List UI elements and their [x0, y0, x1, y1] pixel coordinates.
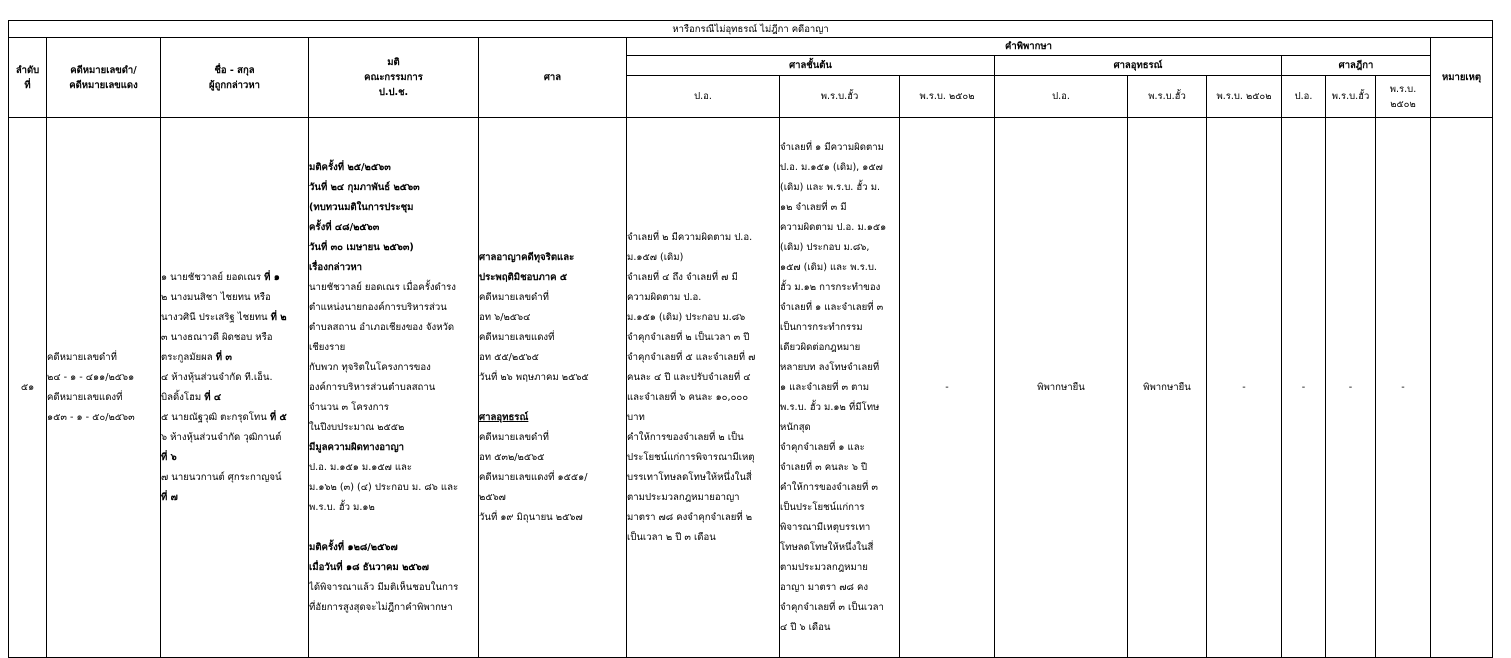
header-sc-po: ป.อ. — [1282, 76, 1326, 118]
fi-prb-line: จำคุกจำเลยที่ ๓ เป็นเวลา — [780, 601, 884, 613]
resolution-line: วันที่ ๓๐ เมษายน ๒๕๖๓) — [309, 241, 414, 253]
resolution-line: ได้พิจารณาแล้ว มีมติเห็นชอบในการ — [309, 581, 459, 593]
accused-line: ๑ นายชัชวาลย์ ยอดเณร ที่ ๑ — [161, 271, 280, 283]
cell-court — [479, 118, 627, 658]
header-remark: หมายเหตุ — [1431, 38, 1493, 118]
fi-prb-line: ๑๕๗ (เดิม) และ พ.ร.บ. — [780, 261, 877, 273]
fi-po-line: เป็นเวลา ๒ ปี ๓ เดือน — [627, 531, 716, 543]
header-resolution: มติ คณะกรรมการ ป.ป.ช. — [309, 38, 479, 118]
cell-case-no: คดีหมายเลขดำที่ ๒๔ - ๑ - ๔๑๑/๒๕๖๑ คดีหมายเลขแดงที่ ๑๕๓ - ๑ - ๕๐/๒๕๖๓ — [47, 118, 161, 658]
fi-po-line: บรรเทาโทษลดโทษให้หนึ่งในสี่ — [627, 471, 752, 483]
resolution-line: ป.อ. ม.๑๕๑ ม.๑๕๗ และ — [309, 461, 413, 473]
header-ap-2502: พ.ร.บ. ๒๕๐๒ — [1207, 76, 1282, 118]
fi-prb-line: เดียวผิดต่อกฎหมาย — [780, 341, 861, 353]
header-supreme: ศาลฎีกา — [1282, 56, 1431, 76]
accused-number: ที่ ๗ — [161, 491, 178, 503]
resolution-line: ตำบลสถาน อำเภอเชียงของ จังหวัด — [309, 321, 455, 333]
accused-line: ๗ นายนวกานต์ ศุกระกาญจน์ — [161, 471, 282, 483]
accused-number: ที่ ๒ — [270, 311, 287, 323]
cell-ap-po: พิพากษายืน — [995, 118, 1128, 658]
fi-po-line: ความผิดตาม ป.อ. — [627, 291, 702, 303]
fi-prb-line: จำคุกจำเลยที่ ๑ และ — [780, 441, 865, 453]
court-line: คดีหมายเลขแดงที่ — [479, 331, 555, 343]
resolution-line: ในปีงบประมาณ ๒๕๕๒ — [309, 421, 405, 433]
accused-number: ที่ ๑ — [264, 271, 280, 283]
header-case-no: คดีหมายเลขดำ/ คดีหมายเลขแดง — [47, 38, 161, 118]
accused-line: ๖ ห้างหุ้นส่วนจำกัด วุฒิกานต์ — [161, 431, 282, 443]
resolution-line: เชียงราย — [309, 341, 346, 353]
header-ap-po: ป.อ. — [995, 76, 1128, 118]
fi-po-line: คนละ ๔ ปี และปรับจำเลยที่ ๔ — [627, 371, 751, 383]
fi-po-line: และจำเลยที่ ๖ คนละ ๑๐,๐๐๐ — [627, 391, 749, 403]
fi-prb-line: หลายบท ลงโทษจำเลยที่ — [780, 361, 880, 373]
fi-po-line: บาท — [627, 411, 645, 423]
accused-number: ที่ ๕ — [269, 411, 287, 423]
header-seq: ลำดับ ที่ — [9, 38, 47, 118]
resolution-line: มติครั้งที่ ๒๕/๒๕๖๓ — [309, 161, 391, 173]
fi-po-line: จำคุกจำเลยที่ ๕ และจำเลยที่ ๗ — [627, 351, 756, 363]
court-line: คดีหมายเลขดำที่ — [479, 431, 549, 443]
accused-line: นางวศินี ประเสริฐ ไชยทน ที่ ๒ — [161, 311, 287, 323]
fi-prb-line: ป.อ. ม.๑๕๑ (เดิม), ๑๕๗ — [780, 161, 883, 173]
court-line: วันที่ ๒๖ พฤษภาคม ๒๕๖๕ — [479, 371, 589, 383]
accused-line: ๒ นางมนสิชา ไชยทน หรือ — [161, 291, 271, 303]
fi-po-line: จำเลยที่ ๔ ถึง จำเลยที่ ๗ มี — [627, 271, 738, 283]
cell-sc-2502: - — [1376, 118, 1431, 658]
header-appeal: ศาลอุทธรณ์ — [995, 56, 1282, 76]
header-judgment: คำพิพากษา — [627, 38, 1431, 56]
accused-line: บิลดิ้งโฮม ที่ ๔ — [161, 391, 222, 403]
court-line: ศาลอาญาคดีทุจริตและ — [479, 251, 575, 263]
resolution-line: ตำแหน่งนายกองค์การบริหารส่วน — [309, 301, 447, 313]
header-court: ศาล — [479, 38, 627, 118]
court-line: อท ๖/๒๕๖๔ — [479, 311, 531, 323]
fi-prb-line: คำให้การของจำเลยที่ ๓ — [780, 481, 878, 493]
resolution-line: จำนวน ๓ โครงการ — [309, 401, 389, 413]
fi-prb-line: อาญา มาตรา ๗๘ คง — [780, 581, 869, 593]
fi-po-line: ตามประมวลกฎหมายอาญา — [627, 491, 740, 503]
spacer — [479, 388, 626, 408]
court-line: ศาลอุทธรณ์ — [479, 411, 529, 423]
header-sc-2502: พ.ร.บ. ๒๕๐๒ — [1376, 76, 1431, 118]
court-line: ประพฤติมิชอบภาค ๕ — [479, 271, 568, 283]
fi-po-line: ม.๑๕๑ (เดิม) ประกอบ ม.๘๖ — [627, 311, 746, 323]
header-fi-2502: พ.ร.บ. ๒๕๐๒ — [900, 76, 995, 118]
cell-fi-prb — [780, 118, 900, 658]
fi-po-line: จำคุกจำเลยที่ ๒ เป็นเวลา ๓ ปี — [627, 331, 750, 343]
cell-accused — [161, 118, 309, 658]
accused-number: ที่ ๓ — [215, 351, 232, 363]
fi-po-line: มาตรา ๗๘ คงจำคุกจำเลยที่ ๒ — [627, 511, 753, 523]
fi-prb-line: ๑ และจำเลยที่ ๓ ตาม — [780, 381, 870, 393]
accused-number: ที่ ๔ — [204, 391, 222, 403]
accused-number: ที่ ๖ — [161, 451, 177, 463]
fi-prb-line: ตามประมวลกฎหมาย — [780, 561, 868, 573]
fi-prb-line: (เดิม) ประกอบ ม.๘๖, — [780, 241, 870, 253]
resolution-line: พ.ร.บ. ฮั้ว ม.๑๒ — [309, 501, 375, 513]
cell-ap-prb: พิพากษายืน — [1128, 118, 1207, 658]
fi-prb-line: หนักสุด — [780, 421, 811, 433]
table-caption: หารือกรณีไม่อุทธรณ์ ไม่ฎีกา คดีอาญา — [9, 21, 1493, 38]
accused-line: ตระกูลมัยผล ที่ ๓ — [161, 351, 232, 363]
court-line: วันที่ ๑๙ มิถุนายน ๒๕๖๗ — [479, 511, 583, 523]
court-line: อท ๕๓๒/๒๕๖๕ — [479, 451, 545, 463]
header-sc-prb: พ.ร.บ.ฮั้ว — [1326, 76, 1376, 118]
cell-resolution — [309, 118, 479, 658]
fi-prb-line: เป็นประโยชน์แก่การ — [780, 501, 865, 513]
cell-fi-po — [627, 118, 780, 658]
accused-line: ๔ ห้างหุ้นส่วนจำกัด ที.เอ็น. — [161, 371, 273, 383]
fi-prb-line: จำเลยที่ ๓ คนละ ๖ ปี — [780, 461, 868, 473]
fi-prb-line: ฮั้ว ม.๑๒ การกระทำของ — [780, 281, 881, 293]
court-line: ๒๕๖๗ — [479, 491, 506, 503]
resolution-line: เรื่องกล่าวหา — [309, 261, 363, 273]
fi-prb-line: เป็นการกระทำกรรม — [780, 321, 863, 333]
resolution-line: มติครั้งที่ ๑๒๘/๒๕๖๗ — [309, 541, 398, 553]
accused-line: ๕ นายณัฐวุฒิ ตะกรุดโทน ที่ ๕ — [161, 411, 287, 423]
fi-prb-line: พ.ร.บ. ฮั้ว ม.๑๒ ที่มีโทษ — [780, 401, 880, 413]
resolution-line: มีมูลความผิดทางอาญา — [309, 441, 405, 453]
fi-prb-line: พิจารณามีเหตุบรรเทา — [780, 521, 871, 533]
resolution-line: ม.๑๖๒ (๓) (๔) ประกอบ ม. ๘๖ และ — [309, 481, 459, 493]
accused-line — [161, 488, 308, 508]
fi-po-line: ประโยชน์แก่การพิจารณามีเหตุ — [627, 451, 755, 463]
court-line: คดีหมายเลขดำที่ — [479, 291, 549, 303]
cell-ap-2502: - — [1207, 118, 1282, 658]
fi-prb-line: จำเลยที่ ๑ และจำเลยที่ ๓ — [780, 301, 884, 313]
resolution-line: กับพวก ทุจริตในโครงการของ — [309, 361, 431, 373]
header-accused: ชื่อ - สกุล ผู้ถูกกล่าวหา — [161, 38, 309, 118]
fi-prb-line: ความผิดตาม ป.อ. ม.๑๕๑ — [780, 221, 887, 233]
fi-po-line: คำให้การของจำเลยที่ ๒ เป็น — [627, 431, 744, 443]
fi-prb-line: ๔ ปี ๖ เดือน — [780, 621, 831, 633]
header-ap-prb: พ.ร.บ.ฮั้ว — [1128, 76, 1207, 118]
judgment-table — [8, 20, 1493, 658]
accused-line: ๓ นางธณาวดี ผิดชอบ หรือ — [161, 331, 273, 343]
cell-sc-prb: - — [1326, 118, 1376, 658]
header-fi-prb: พ.ร.บ.ฮั้ว — [780, 76, 900, 118]
header-first-instance: ศาลชั้นต้น — [627, 56, 995, 76]
court-line: อท ๕๕/๒๕๖๕ — [479, 351, 539, 363]
header-fi-po: ป.อ. — [627, 76, 780, 118]
resolution-line: ครั้งที่ ๔๘/๒๕๖๓ — [309, 221, 380, 233]
fi-po-line: ม.๑๕๗ (เดิม) — [627, 251, 684, 263]
cell-remark — [1431, 118, 1493, 658]
resolution-line: ที่อัยการสูงสุดจะไม่ฎีกาคำพิพากษา — [309, 601, 453, 613]
court-line: คดีหมายเลขแดงที่ ๑๕๕๑/ — [479, 471, 588, 483]
cell-sc-po: - — [1282, 118, 1326, 658]
resolution-line: เมื่อวันที่ ๑๘ ธันวาคม ๒๕๖๗ — [309, 561, 429, 573]
cell-seq: ๕๑ — [9, 118, 47, 658]
resolution-line: (ทบทวนมติในการประชุม — [309, 201, 414, 213]
fi-po-line: จำเลยที่ ๒ มีความผิดตาม ป.อ. — [627, 231, 753, 243]
resolution-line: องค์การบริหารส่วนตำบลสถาน — [309, 381, 436, 393]
cell-fi-2502: - — [900, 118, 995, 658]
fi-prb-line: ๑๒ จำเลยที่ ๓ มี — [780, 201, 847, 213]
spacer — [309, 518, 478, 538]
resolution-line: วันที่ ๒๔ กุมภาพันธ์ ๒๕๖๓ — [309, 181, 420, 193]
fi-prb-line: (เดิม) และ พ.ร.บ. ฮั้ว ม. — [780, 181, 881, 193]
accused-line — [161, 448, 308, 468]
resolution-line: นายชัชวาลย์ ยอดเณร เมื่อครั้งดำรง — [309, 281, 456, 293]
fi-prb-line: โทษลดโทษให้หนึ่งในสี่ — [780, 541, 874, 553]
fi-prb-line: จำเลยที่ ๑ มีความผิดตาม — [780, 141, 884, 153]
table-row — [9, 118, 1493, 658]
